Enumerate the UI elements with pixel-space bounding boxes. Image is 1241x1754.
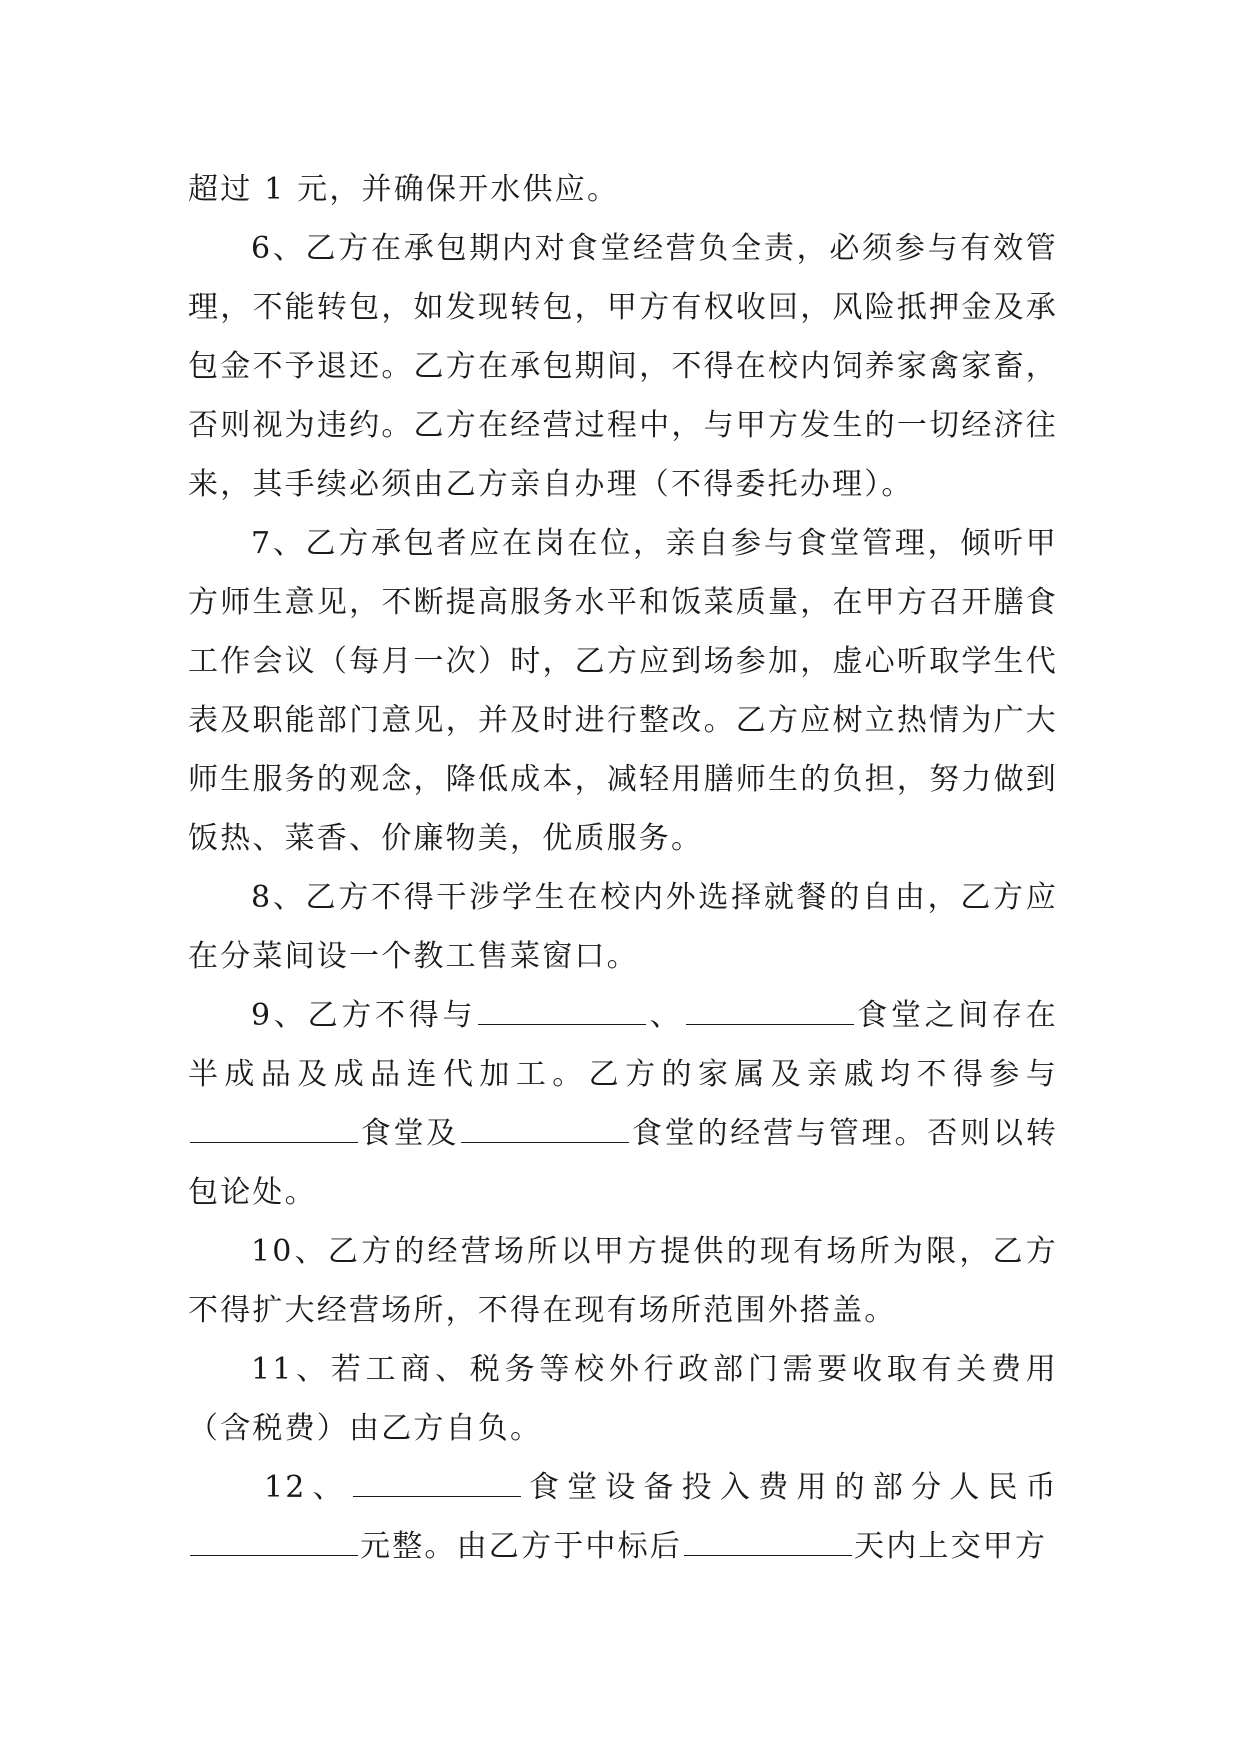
paragraph-12-text-c: 元整。由乙方于中标后 (360, 1529, 682, 1564)
paragraph-7: 7、乙方承包者应在岗在位，亲自参与食堂管理，倾听甲方师生意见，不断提高服务水平和饭菜质量，在甲方召开膳食工作会议（每月一次）时，乙方应到场参加，虚心听取学生代表及职能部门意见，并及时进行整改。乙方应树立热情为广大师生服务的观念，降低成本，减轻用膳师生的负担，努力做到饭热、菜香、价廉物美，优质服务。 (188, 526, 1058, 856)
blank-line (684, 1529, 852, 1556)
paragraph-12-text-d: 天内上交甲方 (854, 1529, 1048, 1564)
paragraph-9-text-c: 食堂之间存在半成品及成品连代加工。乙方的家属及亲戚均不得参与 (188, 998, 1058, 1092)
paragraph-9-text-a: 9、乙方不得与 (251, 998, 477, 1033)
paragraph-9-text-d: 食堂及 (360, 1116, 460, 1151)
paragraph-9-text-e: 食堂的经营与管理。否则以转包论处。 (188, 1116, 1058, 1210)
paragraph-12-text-b: 食堂设备投入费用的部分人民币 (522, 1470, 1058, 1505)
blank-line (353, 1470, 521, 1497)
paragraph-5-continuation: 超过 1 元，并确保开水供应。 (188, 172, 620, 207)
paragraph-11: 11、若工商、税务等校外行政部门需要收取有关费用（含税费）由乙方自负。 (188, 1352, 1058, 1446)
blank-line (461, 1116, 629, 1143)
paragraph-8: 8、乙方不得干涉学生在校内外选择就餐的自由，乙方应在分菜间设一个教工售菜窗口。 (188, 880, 1058, 974)
blank-line (686, 998, 854, 1025)
blank-line (190, 1116, 358, 1143)
paragraph-12 (188, 1458, 1058, 1576)
document-body (188, 160, 1058, 1576)
paragraph-9-text-b: 、 (648, 998, 684, 1033)
paragraph-10: 10、乙方的经营场所以甲方提供的现有场所为限，乙方不得扩大经营场所，不得在现有场所范围外搭盖。 (188, 1234, 1058, 1328)
paragraph-6: 6、乙方在承包期内对食堂经营负全责，必须参与有效管理，不能转包，如发现转包，甲方有权收回，风险抵押金及承包金不予退还。乙方在承包期间，不得在校内饲养家禽家畜，否则视为违约。乙方在经营过程中，与甲方发生的一切经济往来，其手续必须由乙方亲自办理（不得委托办理）。 (188, 231, 1058, 502)
blank-line (190, 1529, 358, 1556)
blank-line (478, 998, 646, 1025)
paragraph-12-text-a: 12、 (264, 1470, 351, 1505)
paragraph-9 (188, 986, 1058, 1222)
